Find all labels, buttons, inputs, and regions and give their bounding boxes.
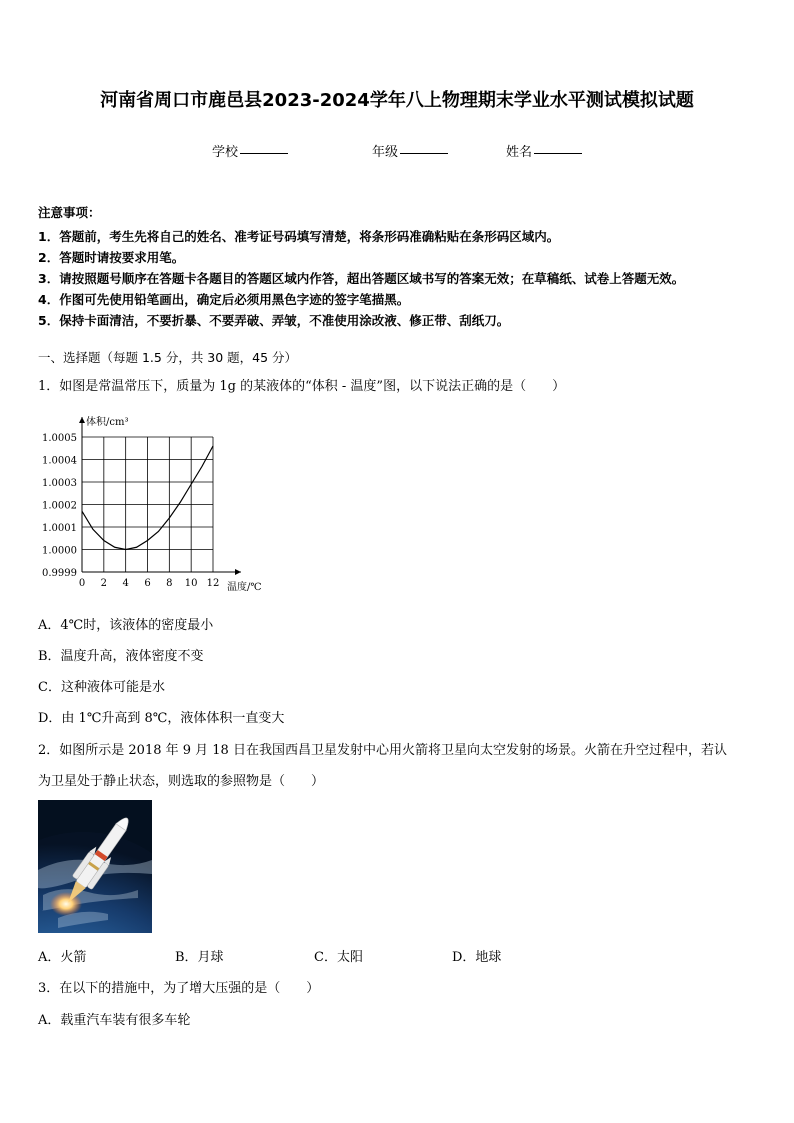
y-axis-arrow (79, 417, 85, 423)
exam-title: 河南省周口市鹿邑县2023-2024学年八上物理期末学业水平测试模拟试题 (100, 90, 694, 111)
chart-ticks (42, 433, 219, 589)
section-title: 一、选择题（每题 1.5 分，共 30 题，45 分） (38, 350, 298, 365)
grade-blank-line[interactable] (400, 153, 448, 154)
question-2-option-a[interactable]: A．火箭 (38, 950, 87, 965)
school-blank-line[interactable] (240, 153, 288, 154)
exam-notes (38, 203, 684, 331)
x-tick-label: 12 (206, 578, 220, 589)
x-tick-label: 4 (122, 578, 129, 589)
y-tick-label: 0.9999 (42, 568, 77, 579)
y-tick-label: 1.0000 (42, 545, 77, 557)
question-3-stem: 3．在以下的措施中，为了增大压强的是（ ） (38, 981, 320, 996)
chart-grid (82, 437, 213, 572)
question-2-stem-line-1: 2．如图所示是 2018 年 9 月 18 日在我国西昌卫星发射中心用火箭将卫星向太空发射的场景。火箭在升空过程中，若认 (38, 743, 727, 758)
question-2-option-b[interactable]: B．月球 (175, 950, 224, 965)
y-tick-label: 1.0001 (42, 523, 77, 534)
y-tick-label: 1.0005 (42, 433, 77, 444)
x-tick-label: 0 (78, 578, 86, 589)
question-3-option-a[interactable]: A．载重汽车装有很多车轮 (38, 1013, 191, 1028)
note-item: 3．请按照题号顺序在答题卡各题目的答题区域内作答，超出答题区域书写的答案无效；在草稿纸、试卷上答题无效。 (38, 271, 685, 286)
y-tick-label: 1.0003 (42, 478, 77, 489)
chart-axes (79, 417, 241, 575)
y-tick-label: 1.0002 (42, 500, 77, 512)
note-item: 2．答题时请按要求用笔。 (38, 250, 185, 265)
note-item: 4．作图可先使用铅笔画出，确定后必须用黑色字迹的签字笔描黑。 (38, 292, 410, 307)
note-item: 5．保持卡面清洁，不要折暴、不要弄破、弄皱，不准使用涂改液、修正带、刮纸刀。 (38, 313, 510, 328)
school-label: 学校 (212, 145, 239, 160)
x-tick-label: 2 (100, 578, 108, 589)
x-tick-label: 8 (166, 578, 173, 589)
question-1-option-d[interactable]: D．由 1℃升高到 8℃，液体体积一直变大 (38, 711, 285, 726)
x-axis-label: 温度/℃ (227, 582, 262, 593)
rocket-launch-image (38, 800, 152, 933)
x-axis-arrow (235, 569, 241, 575)
name-field[interactable] (506, 141, 582, 160)
grade-label: 年级 (372, 145, 399, 160)
question-1-option-a[interactable]: A．4℃时，该液体的密度最小 (38, 618, 214, 633)
note-item: 1．答题前，考生先将自己的姓名、准考证号码填写清楚，将条形码准确粘贴在条形码区域内。 (38, 229, 560, 244)
question-2-stem-line-2: 为卫星处于静止状态，则选取的参照物是（ ） (38, 774, 325, 789)
name-blank-line[interactable] (534, 153, 582, 154)
y-axis-label: 体积/cm³ (86, 417, 129, 428)
grade-field[interactable] (372, 141, 448, 160)
question-1-option-b[interactable]: B．温度升高，液体密度不变 (38, 649, 204, 664)
school-field[interactable] (212, 141, 288, 160)
x-tick-label: 6 (144, 578, 151, 589)
question-1-stem: 1．如图是常温常压下，质量为 1g 的某液体的“体积 - 温度”图，以下说法正确的是（ ） (38, 379, 566, 394)
y-tick-label: 1.0004 (42, 455, 77, 467)
name-label: 姓名 (506, 145, 533, 160)
question-2-option-d[interactable]: D．地球 (452, 950, 502, 965)
x-tick-label: 10 (184, 578, 198, 589)
notes-heading: 注意事项： (38, 205, 101, 220)
volume-temperature-chart (36, 408, 276, 598)
question-1-option-c[interactable]: C．这种液体可能是水 (38, 680, 165, 695)
question-2-option-c[interactable]: C．太阳 (314, 950, 363, 965)
